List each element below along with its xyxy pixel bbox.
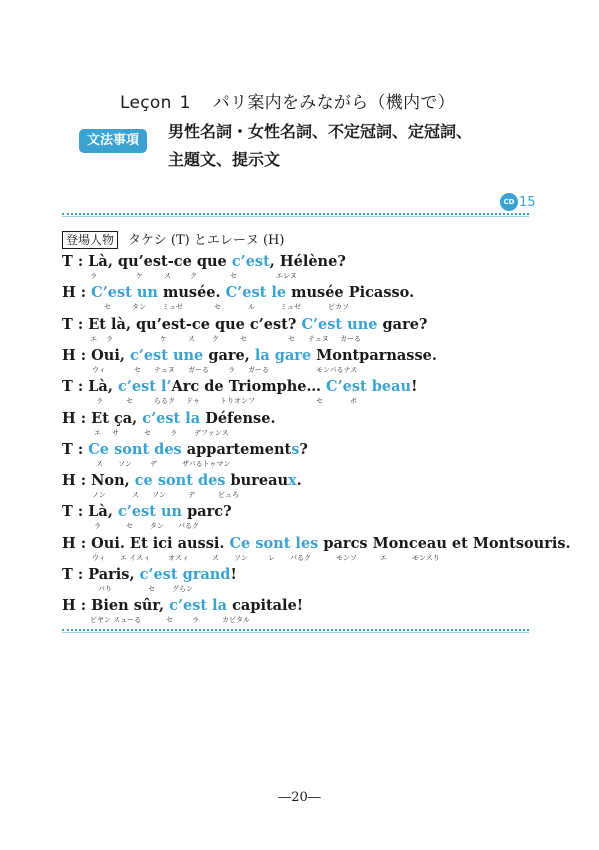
plain-phrase: capitale! <box>227 597 304 615</box>
plain-phrase: Défense. <box>200 409 276 427</box>
pronunciation-kana: ス <box>132 491 139 500</box>
pronunciation-guide <box>62 302 414 311</box>
dialogue-line <box>62 284 414 311</box>
pronunciation-kana: デ <box>150 459 157 468</box>
dialogue-line <box>62 253 346 280</box>
pronunciation-kana: ラ <box>192 616 199 625</box>
pronunciation-kana: ル <box>248 303 255 312</box>
dotted-divider-bottom <box>62 629 529 633</box>
grammar-topics-line-2: 主題文、提示文 <box>168 150 281 169</box>
pronunciation-kana: タン <box>150 522 164 531</box>
plain-phrase: T : Là, <box>62 503 118 521</box>
pronunciation-kana: セ <box>316 397 323 406</box>
pronunciation-kana: デファンス <box>194 428 229 437</box>
pronunciation-kana: モンパるナス <box>316 365 358 374</box>
pronunciation-kana: ラ <box>94 522 101 531</box>
dialogue-french-text <box>62 316 427 333</box>
plain-phrase: T : <box>62 440 89 458</box>
highlighted-phrase: C’est le <box>225 284 287 302</box>
dialogue-line <box>62 503 232 530</box>
pronunciation-guide <box>62 365 437 374</box>
dialogue-line <box>62 566 237 593</box>
pronunciation-kana: ミュゼ <box>162 303 183 312</box>
pronunciation-kana: デ <box>188 491 195 500</box>
pronunciation-kana: テュヌ <box>308 334 329 343</box>
plain-phrase: T : Et là, qu’est-ce que c’est? <box>62 315 302 333</box>
pronunciation-kana: セ <box>240 334 247 343</box>
pronunciation-kana: ス <box>188 334 195 343</box>
highlighted-phrase: c’est <box>231 253 270 270</box>
pronunciation-kana: レ <box>268 553 275 562</box>
pronunciation-kana: パるク <box>178 522 199 531</box>
cd-track-marker <box>500 193 536 211</box>
dialogue-french-text <box>62 597 303 614</box>
dialogue-french-text <box>62 535 571 552</box>
dialogue-line <box>62 441 308 468</box>
pronunciation-kana: ボ <box>350 397 357 406</box>
highlighted-phrase: c’est un <box>117 503 183 521</box>
dialogue-french-text <box>62 441 308 458</box>
highlighted-phrase: c’est l’ <box>117 378 172 396</box>
pronunciation-kana: ピカソ <box>328 303 349 312</box>
characters-line <box>62 229 284 248</box>
lesson-subtitle: パリ案内をみながら（機内で） <box>212 93 455 113</box>
pronunciation-kana: セ <box>214 303 221 312</box>
plain-phrase: H : Oui, <box>62 346 130 364</box>
pronunciation-kana: エ イスィ <box>120 553 151 562</box>
pronunciation-kana: ケ <box>136 272 143 280</box>
pronunciation-kana: ラ <box>96 397 103 406</box>
pronunciation-kana: エ <box>90 334 97 343</box>
pronunciation-kana: モンソ <box>336 553 357 562</box>
pronunciation-kana: ノン <box>92 491 106 500</box>
pronunciation-kana: ドゥ <box>186 397 200 406</box>
plain-phrase: musée Picasso. <box>286 284 415 302</box>
dialogue-french-text <box>62 566 237 583</box>
plain-phrase: Arc de Triomphe… <box>171 378 327 396</box>
lesson-number: 1 <box>179 93 191 113</box>
pronunciation-kana: パり <box>98 585 112 593</box>
plain-phrase: parc? <box>182 503 232 521</box>
pronunciation-kana: ク <box>212 334 219 343</box>
dialogue-french-text <box>62 410 276 427</box>
plain-phrase: H : Non, <box>62 472 135 490</box>
pronunciation-kana: セ <box>126 397 133 406</box>
pronunciation-kana: ウィ <box>92 553 106 562</box>
pronunciation-kana: セ <box>288 334 295 343</box>
dialogue-line <box>62 410 276 437</box>
pronunciation-guide <box>62 396 417 405</box>
plain-phrase: H : Bien sûr, <box>62 597 170 615</box>
pronunciation-kana: セ <box>144 428 151 437</box>
highlighted-phrase: C’est une <box>301 315 378 333</box>
dialogue-french-text <box>62 472 302 489</box>
pronunciation-kana: サ <box>112 428 119 437</box>
plain-phrase: Montparnasse. <box>311 346 437 364</box>
pronunciation-kana: セ <box>126 522 133 531</box>
plain-phrase: parcs Monceau et Montsouris. <box>318 534 571 552</box>
pronunciation-kana: トりオンフ <box>220 397 255 406</box>
pronunciation-kana: エ <box>380 553 387 562</box>
pronunciation-guide <box>62 428 276 437</box>
pronunciation-kana: ソン <box>234 553 248 562</box>
pronunciation-kana: ザパるトゥマン <box>182 459 231 468</box>
pronunciation-kana: タン <box>132 303 146 312</box>
pronunciation-guide <box>62 459 308 468</box>
pronunciation-kana: セ <box>134 365 141 374</box>
plain-phrase: ! <box>230 566 237 583</box>
pronunciation-kana: ス <box>164 272 171 280</box>
plain-phrase: H : <box>62 284 92 302</box>
pronunciation-kana: ラ <box>228 365 235 374</box>
highlighted-phrase: c’est la <box>142 409 201 427</box>
plain-phrase: ? <box>299 440 308 458</box>
plain-phrase: T : Là, qu’est-ce que <box>62 253 232 270</box>
lesson-label: Leçon <box>120 93 172 113</box>
pronunciation-guide <box>62 584 237 593</box>
pronunciation-kana: ガーる <box>340 334 361 343</box>
plain-phrase: . <box>296 472 302 490</box>
highlighted-phrase: C’est un <box>91 284 158 302</box>
highlighted-phrase: la gare <box>254 346 312 364</box>
lesson-title <box>120 88 455 113</box>
pronunciation-kana: テュヌ <box>154 365 175 374</box>
pronunciation-kana: グらン <box>172 585 193 593</box>
plain-phrase: bureau <box>225 472 289 490</box>
plain-phrase: H : Oui. Et ici aussi. <box>62 534 230 552</box>
dialogue-french-text <box>62 378 417 395</box>
pronunciation-kana: オスィ <box>168 553 190 562</box>
characters-text: タケシ (T) とエレーヌ (H) <box>128 233 285 248</box>
pronunciation-guide <box>62 271 346 280</box>
pronunciation-kana: ソン <box>118 459 132 468</box>
dialogue-french-text <box>62 253 346 270</box>
plain-phrase: T : Paris, <box>62 566 140 583</box>
dialogue-line <box>62 597 303 624</box>
cd-icon: CD <box>500 193 518 211</box>
pronunciation-kana: ソン <box>152 491 166 500</box>
dialogue-french-text <box>62 347 437 364</box>
pronunciation-kana: セ <box>148 585 155 593</box>
dialogue-french-text <box>62 284 414 301</box>
characters-label: 登場人物 <box>62 231 118 249</box>
pronunciation-guide <box>62 553 571 562</box>
pronunciation-guide <box>62 334 427 343</box>
highlighted-phrase: c’est une <box>129 346 204 364</box>
pronunciation-kana: ス <box>96 459 103 468</box>
pronunciation-kana: ラ <box>90 272 97 280</box>
pronunciation-kana: ビュろ <box>218 491 239 500</box>
dialogue-line <box>62 347 437 374</box>
highlighted-phrase: Ce sont les <box>229 534 319 552</box>
pronunciation-kana: ス <box>212 553 219 562</box>
pronunciation-kana: セ <box>166 616 173 625</box>
pronunciation-guide <box>62 615 303 624</box>
pronunciation-kana: ビヤン スューる <box>90 616 142 625</box>
dialogue-french-text <box>62 503 232 520</box>
pronunciation-kana: らるク <box>154 397 175 406</box>
highlighted-phrase: c’est la <box>169 597 228 615</box>
plain-phrase: ! <box>411 378 418 396</box>
pronunciation-kana: ラ <box>170 428 177 437</box>
plain-phrase: H : Et ça, <box>62 409 143 427</box>
pronunciation-kana: セ <box>230 272 237 280</box>
dialogue-line <box>62 378 417 405</box>
plain-phrase: musée. <box>157 284 226 302</box>
pronunciation-guide <box>62 490 302 499</box>
pronunciation-kana: ウィ <box>92 365 106 374</box>
highlighted-phrase: Ce sont des <box>88 440 182 458</box>
highlighted-phrase: x <box>288 472 297 490</box>
grammar-badge: 文法事項 <box>79 129 147 153</box>
pronunciation-kana: ク <box>190 272 197 280</box>
highlighted-phrase: s <box>291 440 300 458</box>
grammar-topics-line-1: 男性名詞・女性名詞、不定冠詞、定冠詞、 <box>168 122 473 141</box>
plain-phrase: appartement <box>181 440 292 458</box>
dotted-divider-top <box>62 213 529 217</box>
pronunciation-kana: ガーる <box>248 365 269 374</box>
pronunciation-kana: ラ <box>106 334 113 343</box>
plain-phrase: gare, <box>203 346 255 364</box>
page-number: ―20― <box>278 790 321 805</box>
pronunciation-kana: ミュゼ <box>280 303 301 312</box>
pronunciation-kana: エ <box>94 428 101 437</box>
cd-track-number: 15 <box>519 194 536 210</box>
dialogue-line <box>62 472 302 499</box>
highlighted-phrase: c’est grand <box>139 566 231 583</box>
highlighted-phrase: ce sont des <box>134 472 226 490</box>
pronunciation-kana: パるク <box>290 553 311 562</box>
pronunciation-kana: セ <box>104 303 111 312</box>
pronunciation-kana: ガーる <box>188 365 209 374</box>
pronunciation-guide <box>62 521 232 530</box>
pronunciation-kana: エレヌ <box>276 272 297 280</box>
plain-phrase: gare? <box>377 315 428 333</box>
plain-phrase: T : Là, <box>62 378 118 396</box>
dialogue-line <box>62 535 571 562</box>
pronunciation-kana: モンスり <box>412 553 440 562</box>
pronunciation-kana: カピタル <box>222 616 250 625</box>
dialogue-line <box>62 316 427 343</box>
pronunciation-kana: ケ <box>160 334 167 343</box>
plain-phrase: , Hélène? <box>269 253 346 270</box>
highlighted-phrase: C’est beau <box>326 378 412 396</box>
